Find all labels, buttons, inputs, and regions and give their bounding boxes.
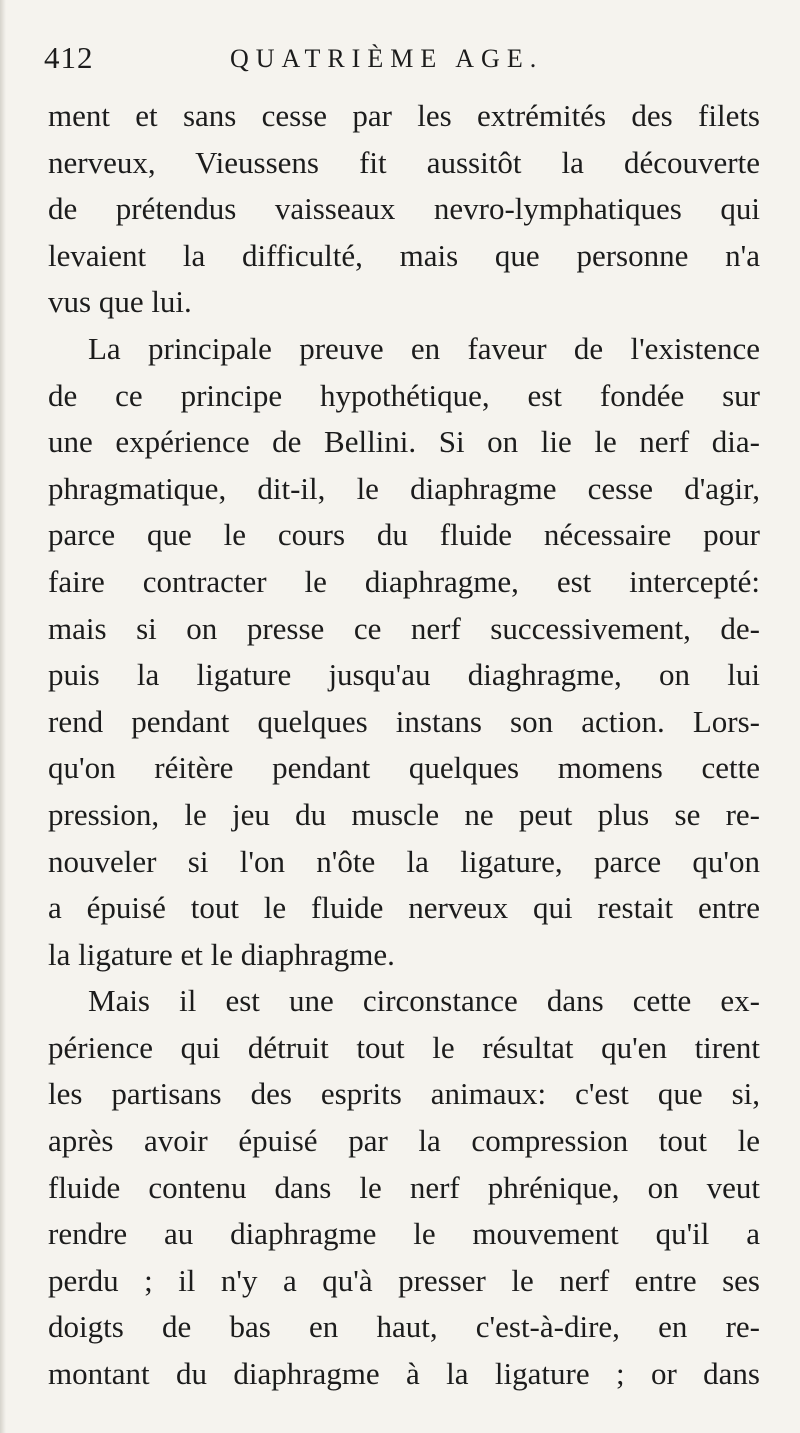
text-line: périence qui détruit tout le résultat qu'en tirent <box>48 1029 760 1065</box>
text-line: après avoir épuisé par la compression tout le <box>48 1123 760 1159</box>
text-line: de prétendus vaisseaux nevro-lymphatiques qui <box>48 191 760 227</box>
text-line: nouveler si l'on n'ôte la ligature, parce qu'on <box>48 843 760 879</box>
text-line: mais si on presse ce nerf successivement, de- <box>48 610 760 646</box>
text-line: rend pendant quelques instans son action. Lors- <box>48 703 760 739</box>
text-line: La principale preuve en faveur de l'existence <box>88 330 760 366</box>
text-line: puis la ligature jusqu'au diaghragme, on lui <box>48 657 760 693</box>
text-line: de ce principe hypothétique, est fondée sur <box>48 377 760 413</box>
text-line: a épuisé tout le fluide nerveux qui restait entre <box>48 890 760 926</box>
text-line: perdu ; il n'y a qu'à presser le nerf entre ses <box>48 1262 760 1298</box>
text-line: rendre au diaphragme le mouvement qu'il a <box>48 1216 760 1252</box>
text-line: nerveux, Vieussens fit aussitôt la découverte <box>48 144 760 180</box>
text-line: qu'on réitère pendant quelques momens cette <box>48 750 760 786</box>
text-line: faire contracter le diaphragme, est intercepté: <box>48 563 760 599</box>
text-line: Mais il est une circonstance dans cette ex- <box>88 983 760 1019</box>
text-line: ment et sans cesse par les extrémités des filets <box>48 98 760 133</box>
text-line: pression, le jeu du muscle ne peut plus se re- <box>48 796 760 832</box>
text-line: parce que le cours du fluide nécessaire pour <box>48 517 760 553</box>
text-line: vus que lui. <box>48 284 192 320</box>
text-line: doigts de bas en haut, c'est-à-dire, en re- <box>48 1309 760 1345</box>
text-line: la ligature et le diaphragme. <box>48 936 395 972</box>
page-number: 412 <box>44 40 94 75</box>
text-line: fluide contenu dans le nerf phrénique, on veut <box>48 1169 760 1205</box>
text-line: les partisans des esprits animaux: c'est que si, <box>48 1076 760 1112</box>
text-line: montant du diaphragme à la ligature ; or dans <box>48 1356 760 1392</box>
page-header <box>44 40 760 80</box>
text-line: levaient la difficulté, mais que personne n'a <box>48 237 760 273</box>
running-title: QUATRIÈME AGE. <box>230 44 544 73</box>
text-line: phragmatique, dit-il, le diaphragme cesse d'agir, <box>48 470 760 506</box>
text-line: une expérience de Bellini. Si on lie le nerf dia- <box>48 424 760 460</box>
body-text <box>48 93 760 1398</box>
